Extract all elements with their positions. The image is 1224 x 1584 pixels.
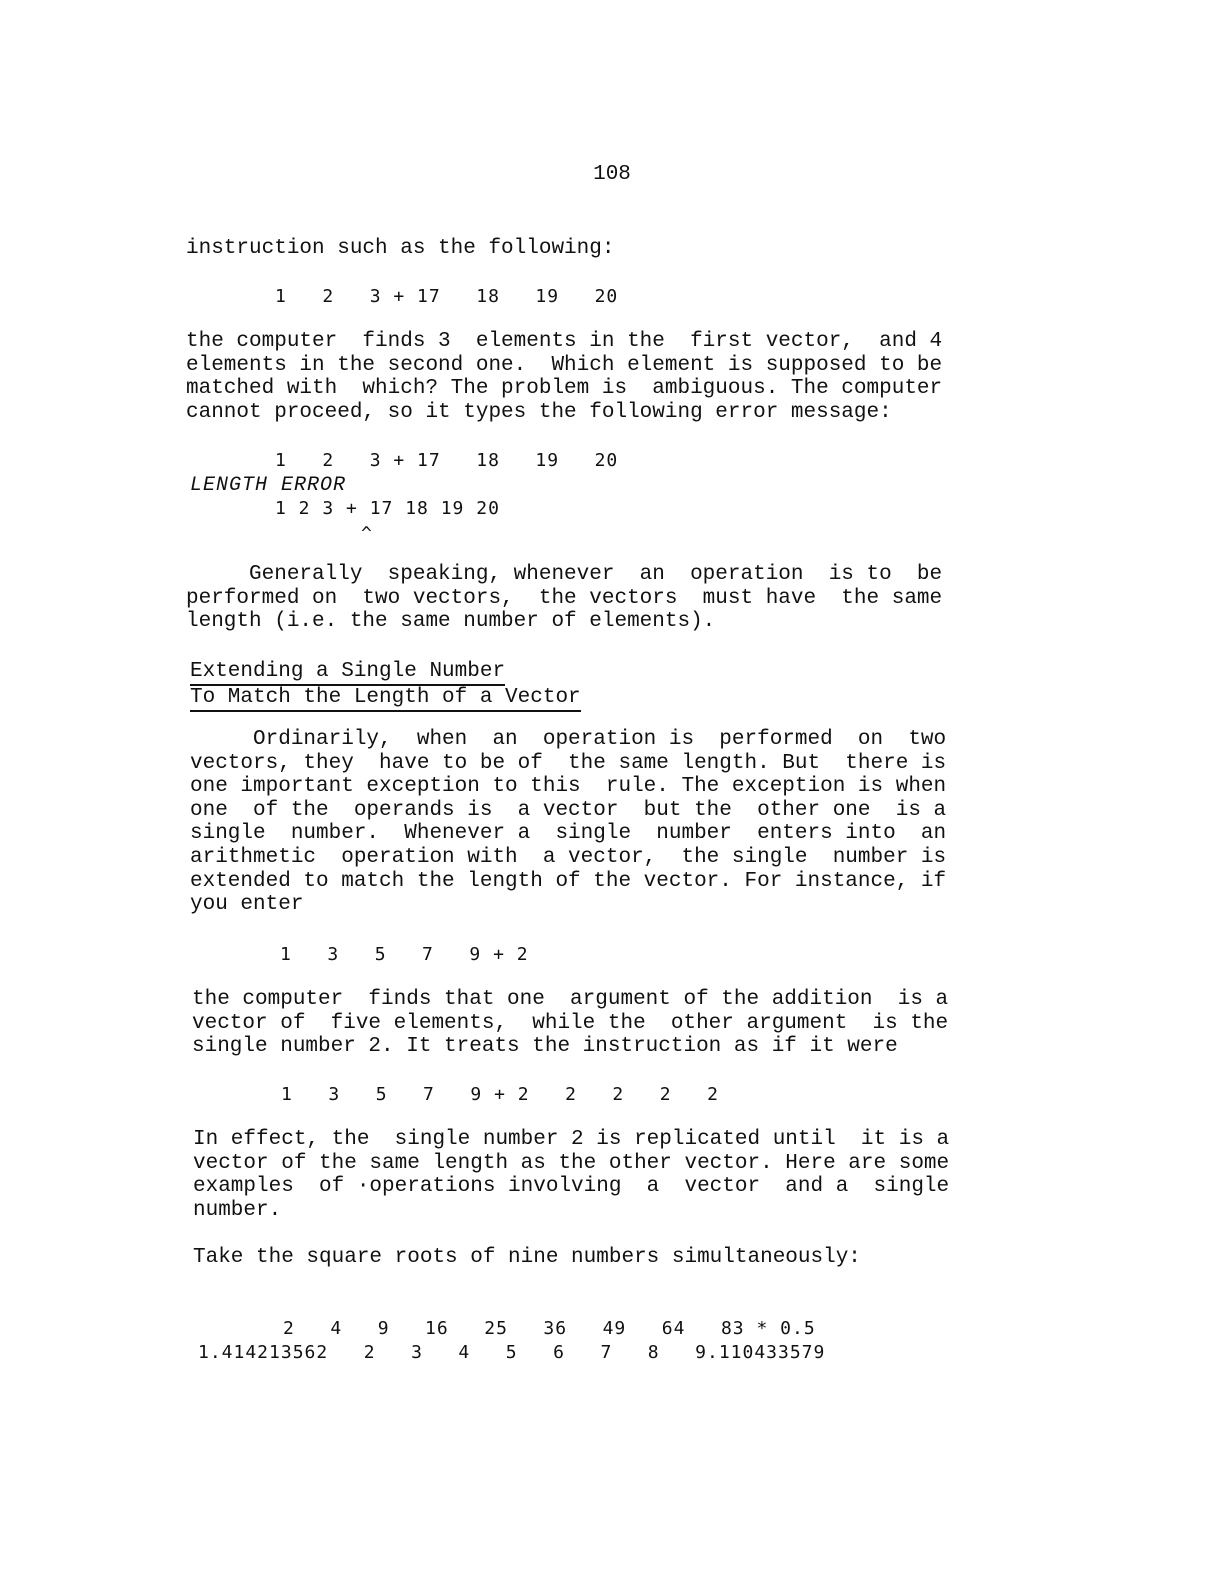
paragraph-1-line: matched with which? The problem is ambiguous. The computer [186,377,943,401]
paragraph-2 [186,563,1052,634]
section-heading-line-2: To Match the Length of a Vector [190,686,581,712]
paragraph-5-line: examples of ·operations involving a vector and a single [193,1175,950,1199]
paragraph-4-line: vector of five elements, while the other argument is the [192,1011,949,1035]
paragraph-1 [186,330,1052,424]
paragraph-4-line: single number 2. It treats the instruction as if it were [192,1035,898,1059]
paragraph-3-line: extended to match the length of the vector. For instance, if [190,869,947,893]
paragraph-1-line: cannot proceed, so it types the following error message: [186,400,892,424]
paragraph-3-line: one of the operands is a vector but the other one is a [190,798,947,822]
error-caret: ^ [361,523,373,544]
paragraph-3-line: single number. Whenever a single number enters into an [190,822,947,846]
paragraph-3 [190,728,1056,917]
paragraph-5 [193,1128,1059,1222]
intro-line: instruction such as the following: [186,237,615,260]
paragraph-2-line: performed on two vectors, the vectors must have the same [186,586,943,610]
error-input-line: 1 2 3 + 17 18 19 20 [275,450,619,471]
paragraph-4-line: the computer finds that one argument of the addition is a [192,988,949,1011]
paragraph-3-line: vectors, they have to be of the same length. But there is [190,751,947,775]
code-example-1: 1 2 3 + 17 18 19 20 [275,286,619,307]
paragraph-1-line: elements in the second one. Which element is supposed to be [186,353,943,377]
paragraph-2-line: length (i.e. the same number of elements). [186,610,716,634]
square-root-output-line: 1.414213562 2 3 4 5 6 7 8 9.110433579 [198,1342,826,1363]
paragraph-3-line: you enter [190,893,304,917]
paragraph-3-line: one important exception to this rule. The exception is when [190,775,947,799]
error-echo-line: 1 2 3 + 17 18 19 20 [275,498,500,519]
paragraph-6: Take the square roots of nine numbers simultaneously: [193,1246,861,1269]
paragraph-5-line: number. [193,1198,282,1222]
square-root-input-line: 2 4 9 16 25 36 49 64 83 * 0.5 [283,1318,816,1339]
section-heading-line-1: Extending a Single Number [190,660,505,686]
section-heading [190,660,581,712]
paragraph-4 [192,988,1058,1059]
paragraph-2-line: Generally speaking, whenever an operation is to be [186,563,943,586]
paragraph-5-line: vector of the same length as the other vector. Here are some [193,1151,950,1175]
code-example-2: 1 3 5 7 9 + 2 [280,944,529,965]
length-error-message: LENGTH ERROR [190,474,347,497]
paragraph-1-line: the computer finds 3 elements in the first vector, and 4 [186,330,943,353]
paragraph-3-line: Ordinarily, when an operation is performed on two [190,728,947,751]
paragraph-3-line: arithmetic operation with a vector, the single number is [190,845,947,869]
paragraph-5-line: In effect, the single number 2 is replicated until it is a [193,1128,950,1151]
page-number: 108 [593,163,631,186]
code-example-3: 1 3 5 7 9 + 2 2 2 2 2 [281,1084,719,1105]
